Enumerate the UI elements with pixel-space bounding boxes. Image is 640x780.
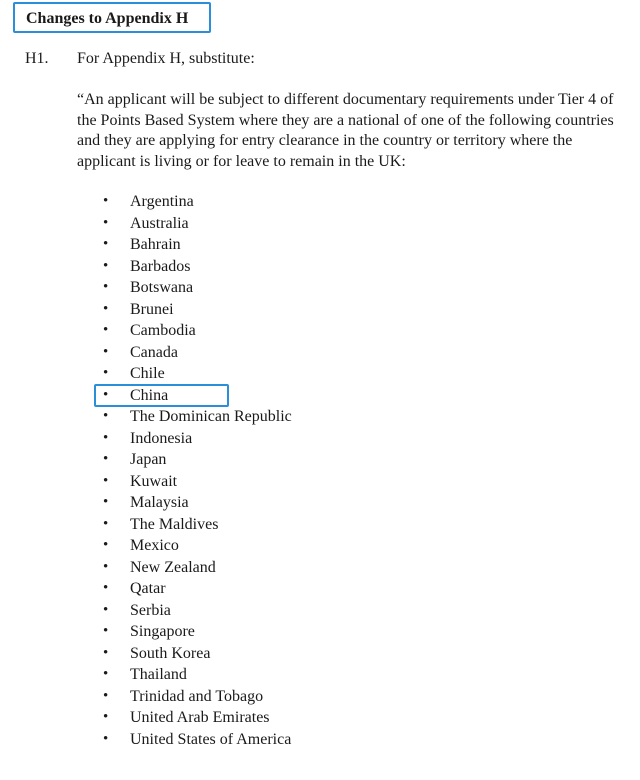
country-name: Australia: [130, 214, 189, 232]
list-item: [0, 213, 400, 235]
list-item: [0, 707, 400, 729]
country-name: United States of America: [130, 730, 292, 748]
bullet-icon: •: [103, 666, 109, 682]
bullet-icon: •: [103, 279, 109, 295]
list-item: [0, 686, 400, 708]
bullet-icon: •: [103, 537, 109, 553]
country-name: Brunei: [130, 300, 174, 318]
country-name: China: [130, 386, 169, 404]
bullet-icon: •: [103, 365, 109, 381]
country-name: Mexico: [130, 537, 179, 554]
country-name: The Dominican Republic: [130, 408, 292, 425]
bullet-icon: •: [103, 214, 109, 231]
paragraph-number: H1.: [25, 50, 49, 67]
section-heading: Changes to Appendix H: [26, 10, 189, 27]
bullet-icon: •: [103, 558, 109, 575]
bullet-icon: •: [103, 730, 109, 747]
bullet-icon: •: [103, 580, 109, 596]
list-item: [0, 428, 400, 450]
country-name: Malaysia: [130, 494, 189, 511]
bullet-icon: •: [103, 494, 109, 510]
list-item: [0, 320, 400, 342]
country-list: [0, 191, 400, 750]
list-item: [0, 191, 400, 213]
list-item: [0, 621, 400, 643]
bullet-icon: •: [103, 623, 109, 639]
list-item: [0, 514, 400, 536]
list-item: [0, 643, 400, 665]
bullet-icon: •: [103, 687, 109, 704]
list-item: [0, 471, 400, 493]
list-item: [0, 363, 400, 385]
bullet-icon: •: [103, 343, 109, 360]
bullet-icon: •: [103, 644, 109, 661]
country-name: Indonesia: [130, 429, 193, 447]
country-name: Thailand: [130, 666, 187, 683]
list-item: [0, 299, 400, 321]
list-item: [0, 277, 400, 299]
bullet-icon: •: [103, 386, 109, 403]
list-item: [0, 449, 400, 471]
list-item: [0, 535, 400, 557]
country-name: South Korea: [130, 644, 211, 662]
bullet-icon: •: [103, 601, 109, 618]
country-name: Botswana: [130, 279, 194, 296]
list-item: [0, 578, 400, 600]
country-name: New Zealand: [130, 558, 216, 576]
list-item: [0, 492, 400, 514]
bullet-icon: •: [103, 322, 109, 338]
country-name: Japan: [130, 451, 167, 468]
country-highlight-box: [94, 384, 229, 407]
list-item: [0, 406, 400, 428]
list-item: [0, 342, 400, 364]
list-item: [0, 234, 400, 256]
country-name: Trinidad and Tobago: [130, 687, 264, 705]
bullet-icon: •: [103, 515, 109, 532]
paragraph-quote: “An applicant will be subject to different documentary requirements under Tier 4 of the Points Based System where they are a national of one of the following countries and they are applying for entry clearance in the country or territory where the applicant is living or for leave to remain in the UK:: [77, 91, 614, 170]
list-item: [0, 600, 400, 622]
paragraph-lead: For Appendix H, substitute:: [77, 50, 255, 67]
bullet-icon: •: [103, 472, 109, 489]
country-name: Qatar: [130, 580, 166, 597]
country-name: United Arab Emirates: [130, 709, 270, 726]
country-name: Kuwait: [130, 472, 178, 490]
bullet-icon: •: [103, 408, 109, 424]
list-item: [0, 729, 400, 751]
country-name: Barbados: [130, 257, 191, 275]
country-name: Cambodia: [130, 322, 196, 339]
country-name: Bahrain: [130, 236, 181, 253]
bullet-icon: •: [103, 193, 109, 209]
list-item: [0, 256, 400, 278]
list-item: [0, 557, 400, 579]
country-name: The Maldives: [130, 515, 219, 533]
country-name: Canada: [130, 343, 178, 361]
country-name: Serbia: [130, 601, 171, 619]
country-name: Singapore: [130, 623, 195, 640]
bullet-icon: •: [103, 709, 109, 725]
bullet-icon: •: [103, 236, 109, 252]
bullet-icon: •: [103, 300, 109, 317]
bullet-icon: •: [103, 429, 109, 446]
bullet-icon: •: [103, 257, 109, 274]
country-name: Chile: [130, 365, 165, 382]
list-item: [0, 664, 400, 686]
country-name: Argentina: [130, 193, 194, 210]
bullet-icon: •: [103, 451, 109, 467]
